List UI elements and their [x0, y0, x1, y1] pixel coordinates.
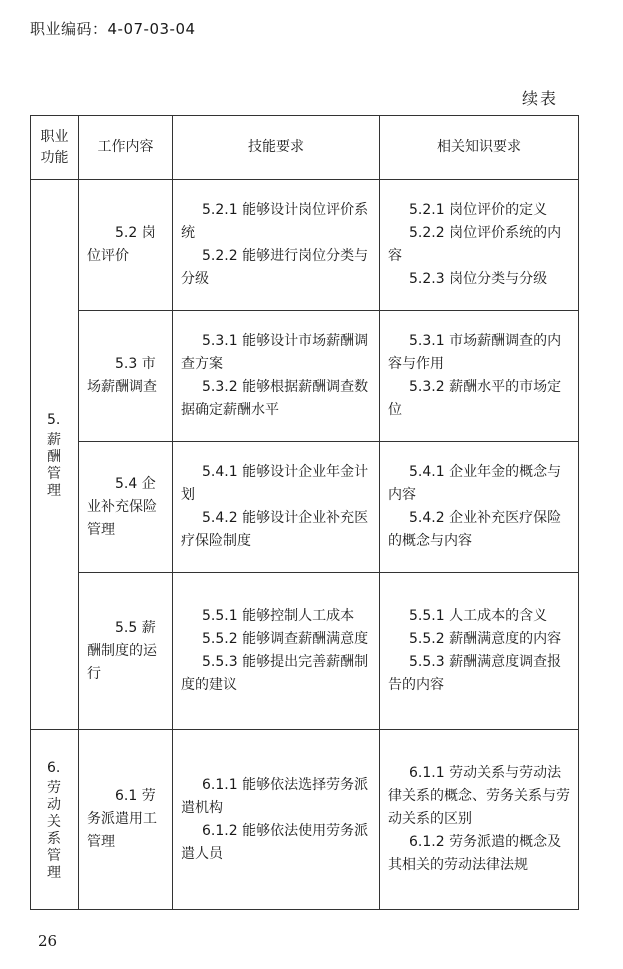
work-content-cell: 5.5 薪酬制度的运行	[79, 573, 173, 730]
work-content-cell: 5.4 企业补充保险管理	[79, 442, 173, 573]
skills-table	[30, 115, 579, 910]
knowledge-cell: 5.3.1 市场薪酬调查的内容与作用 5.3.2 薪酬水平的市场定位	[380, 311, 579, 442]
function-cell: 5. 薪酬管理	[31, 180, 79, 730]
table-row	[31, 730, 579, 910]
work-content-cell: 5.3 市场薪酬调查	[79, 311, 173, 442]
header-work-content: 工作内容	[79, 116, 173, 180]
knowledge-cell: 5.5.1 人工成本的含义 5.5.2 薪酬满意度的内容 5.5.3 薪酬满意度调查报告的内容	[380, 573, 579, 730]
continued-label: 续表	[522, 89, 559, 108]
knowledge-cell: 5.4.1 企业年金的概念与内容 5.4.2 企业补充医疗保险的概念与内容	[380, 442, 579, 573]
header-function: 职业功能	[31, 116, 79, 180]
header-knowledge-requirements: 相关知识要求	[380, 116, 579, 180]
work-content-cell: 5.2 岗位评价	[79, 180, 173, 311]
skill-cell: 5.3.1 能够设计市场薪酬调查方案 5.3.2 能够根据薪酬调查数据确定薪酬水平	[173, 311, 380, 442]
skill-cell: 5.5.1 能够控制人工成本 5.5.2 能够调查薪酬满意度 5.5.3 能够提出完善薪酬制度的建议	[173, 573, 380, 730]
table-row	[31, 311, 579, 442]
occupation-code: 职业编码：4-07-03-04	[30, 20, 196, 38]
knowledge-cell: 6.1.1 劳动关系与劳动法律关系的概念、劳务关系与劳动关系的区别 6.1.2 劳务派遣的概念及其相关的劳动法律法规	[380, 730, 579, 910]
table-header-row	[31, 116, 579, 180]
work-content-cell: 6.1 劳务派遣用工管理	[79, 730, 173, 910]
skill-cell: 6.1.1 能够依法选择劳务派遣机构 6.1.2 能够依法使用劳务派遣人员	[173, 730, 380, 910]
function-cell: 6. 劳动关系管理	[31, 730, 79, 910]
table-row	[31, 180, 579, 311]
skill-cell: 5.4.1 能够设计企业年金计划 5.4.2 能够设计企业补充医疗保险制度	[173, 442, 380, 573]
skill-cell: 5.2.1 能够设计岗位评价系统 5.2.2 能够进行岗位分类与分级	[173, 180, 380, 311]
knowledge-cell: 5.2.1 岗位评价的定义 5.2.2 岗位评价系统的内容 5.2.3 岗位分类与分级	[380, 180, 579, 311]
header-skill-requirements: 技能要求	[173, 116, 380, 180]
table-row	[31, 573, 579, 730]
page-number: 26	[38, 932, 58, 950]
table-row	[31, 442, 579, 573]
